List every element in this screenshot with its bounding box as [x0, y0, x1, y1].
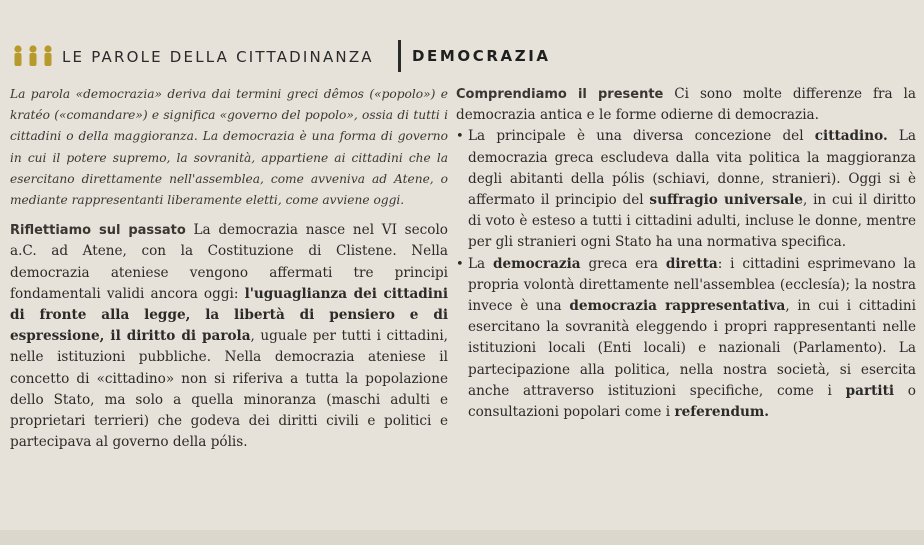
bullet2-bold-1: democrazia [493, 255, 581, 272]
bullet2-text-1: La [468, 255, 494, 272]
past-principles: l'uguaglianza dei cittadini di fronte alla legge, la libertà di pensiero e di espressione, il diritto di parola [10, 285, 448, 345]
present-intro [456, 84, 916, 126]
bullet2-text-2: greca era [580, 255, 666, 272]
bullet2-text-3: : i cittadini esprimevano la propria volontà direttamente nell'assemblea (ecclesía); la nostra invece è una [468, 255, 917, 315]
bullet-democracy [456, 254, 916, 424]
bullet2-text-5: o consultazioni popolari come i [468, 382, 916, 421]
header-title: LE PAROLE DELLA CITTADINANZA [62, 48, 374, 66]
past-text-2: , uguale per tutti i cittadini, nelle istituzioni pubbliche. Nella democrazia ateniese il concetto di «cittadino» non si riferiva a tutta la popolazione dello Stato, ma solo a quella minoranza (maschi adulti e proprietari terrieri) che godeva dei diritti civili e politici e partecipava al governo della pólis. [10, 328, 449, 451]
past-paragraph [10, 220, 448, 453]
bullet1-bold-1: cittadino. [814, 128, 888, 145]
bullet1-text-1: La principale è una diversa concezione del [468, 128, 815, 145]
bullet2-bold-3: democrazia rappresentativa [569, 298, 786, 315]
bullet-citizen [456, 126, 916, 253]
page-bottom-edge [0, 530, 924, 545]
right-column [456, 84, 916, 423]
intro-paragraph: La parola «democrazia» deriva dai termini greci dêmos («popolo») e kratéo («comandare») e significa «governo del popolo», ossia di tutti i cittadini o della maggioranza. La democrazia è una forma di governo in cui il potere supremo, la sovranità, appartiene ai cittadini che la esercitano direttamente nell'assemblea, come avveniva ad Atene, o mediante rappresentanti liberamente eletti, come avviene oggi. [10, 87, 448, 208]
bullet2-bold-4: partiti [845, 382, 895, 399]
header-topic: DEMOCRAZIA [412, 47, 551, 65]
bullet2-text-4: , in cui i cittadini esercitano la sovranità eleggendo i propri rappresentanti nelle istituzioni locali (Enti locali) e nazionali (Parlamento). La partecipazione alla politica, nella nostra società, si esercita anche attraverso istituzioni specifiche, come i [468, 298, 917, 399]
bullet1-bold-2: suffragio universale [649, 192, 803, 209]
header-divider [398, 40, 401, 72]
left-column [10, 84, 448, 453]
bullet2-bold-2: diretta [665, 255, 718, 272]
bullet2-bold-5: referendum. [674, 404, 769, 421]
present-intro-text: Ci sono molte differenze fra la democrazia antica e le forme odierne di democrazia. [456, 86, 916, 124]
past-text-1: La democrazia nasce nel VI secolo a.C. ad Atene, con la Costituzione di Clistene. Nella democrazia ateniese vengono affermati tre principi fondamentali validi ancora oggi: [10, 222, 448, 302]
bullet1-text-3: , in cui il diritto di voto è esteso a tutti i cittadini adulti, incluse le donne, mentre per gli stranieri ogni Stato ha una normativa specifica. [468, 192, 916, 251]
bullet1-text-2: La democrazia greca escludeva dalla vita politica la maggioranza degli abitanti della pólis (schiavi, donne, stranieri). Oggi si è affermato il principio del [468, 128, 916, 209]
present-heading: Comprendiamo il presente [456, 87, 664, 102]
people-group-icon [10, 44, 56, 68]
past-heading: Riflettiamo sul passato [10, 223, 186, 239]
